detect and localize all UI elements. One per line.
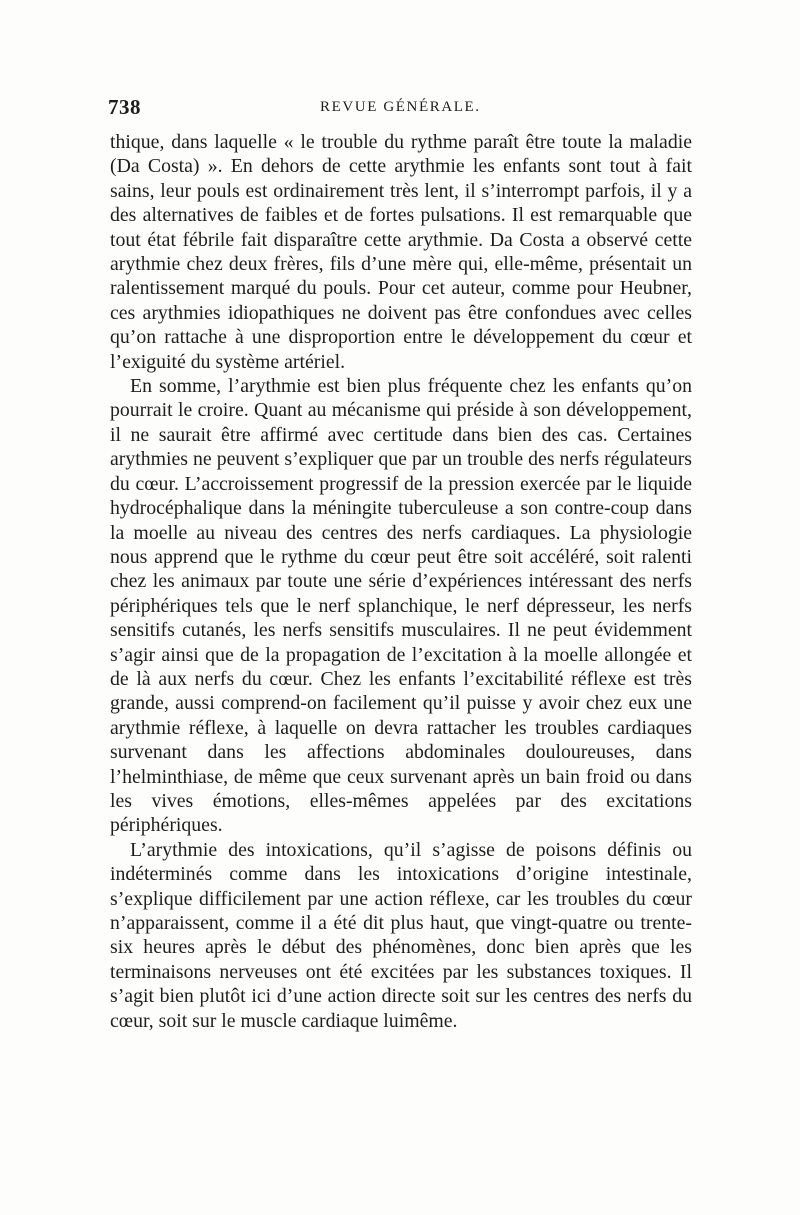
page-number: 738 — [108, 95, 141, 119]
paragraph: En somme, l’arythmie est bien plus fréquente chez les enfants qu’on pourrait le croire. Quant au mécanisme qui préside à son développement, il ne saurait être affirmé avec certitude dans bien des cas. Certaines arythmies ne peuvent s’expliquer que par un trouble des nerfs régulateurs du cœur. L’accroissement progressif de la pression exercée par le liquide hydrocéphalique dans la méningite tuberculeuse a son contre-coup dans la moelle au niveau des centres des nerfs cardiaques. La physiologie nous apprend que le rythme du cœur peut être soit accéléré, soit ralenti chez les animaux par toute une série d’expériences intéressant des nerfs périphériques tels que le nerf splanchique, le nerf dépresseur, les nerfs sensitifs cutanés, les nerfs sensitifs musculaires. Il ne peut évidemment s’agir ainsi que de la propagation de l’excitation à la moelle allongée et de là aux nerfs du cœur. Chez les enfants l’excitabilité réflexe est très grande, aussi comprend-on facilement qu’il puisse y avoir chez eux une arythmie réflexe, à laquelle on devra rattacher les troubles cardiaques survenant dans les affections abdominales douloureuses, dans l’helminthiase, de même que ceux survenant après un bain froid ou dans les vives émotions, elles-mêmes appelées par des excitations périphériques. — [110, 375, 692, 837]
paragraph-continuation: thique, dans laquelle « le trouble du rythme paraît être toute la maladie (Da Costa) ». En dehors de cette arythmie les enfants sont tout à fait sains, leur pouls est ordinairement très lent, il s’interrompt parfois, il y a des alternatives de faibles et de fortes pulsations. Il est remarquable que tout état fébrile fait disparaître cette arythmie. Da Costa a observé cette arythmie chez deux frères, fils d’une mère qui, elle-même, présentait un ralentissement marqué du pouls. Pour cet auteur, comme pour Heubner, ces arythmies idiopathiques ne doivent pas être confondues avec celles qu’on rattache à une disproportion entre le développement du cœur et l’exiguité du système artériel. — [110, 131, 692, 373]
paragraph: L’arythmie des intoxications, qu’il s’agisse de poisons définis ou indéterminés comme dans les intoxications d’origine intestinale, s’explique difficilement par une action réflexe, car les troubles du cœur n’apparaissent, comme il a été dit plus haut, que vingt-quatre ou trente-six heures après le début des phénomènes, donc bien après que les terminaisons nerveuses ont été excitées par les substances toxiques. Il s’agit bien plutôt ici d’une action directe soit sur les centres des nerfs du cœur, soit sur le muscle cardiaque luimême. — [110, 838, 692, 1032]
body-text — [110, 130, 692, 1033]
running-title: REVUE GÉNÉRALE. — [320, 99, 481, 115]
running-head — [108, 95, 690, 123]
